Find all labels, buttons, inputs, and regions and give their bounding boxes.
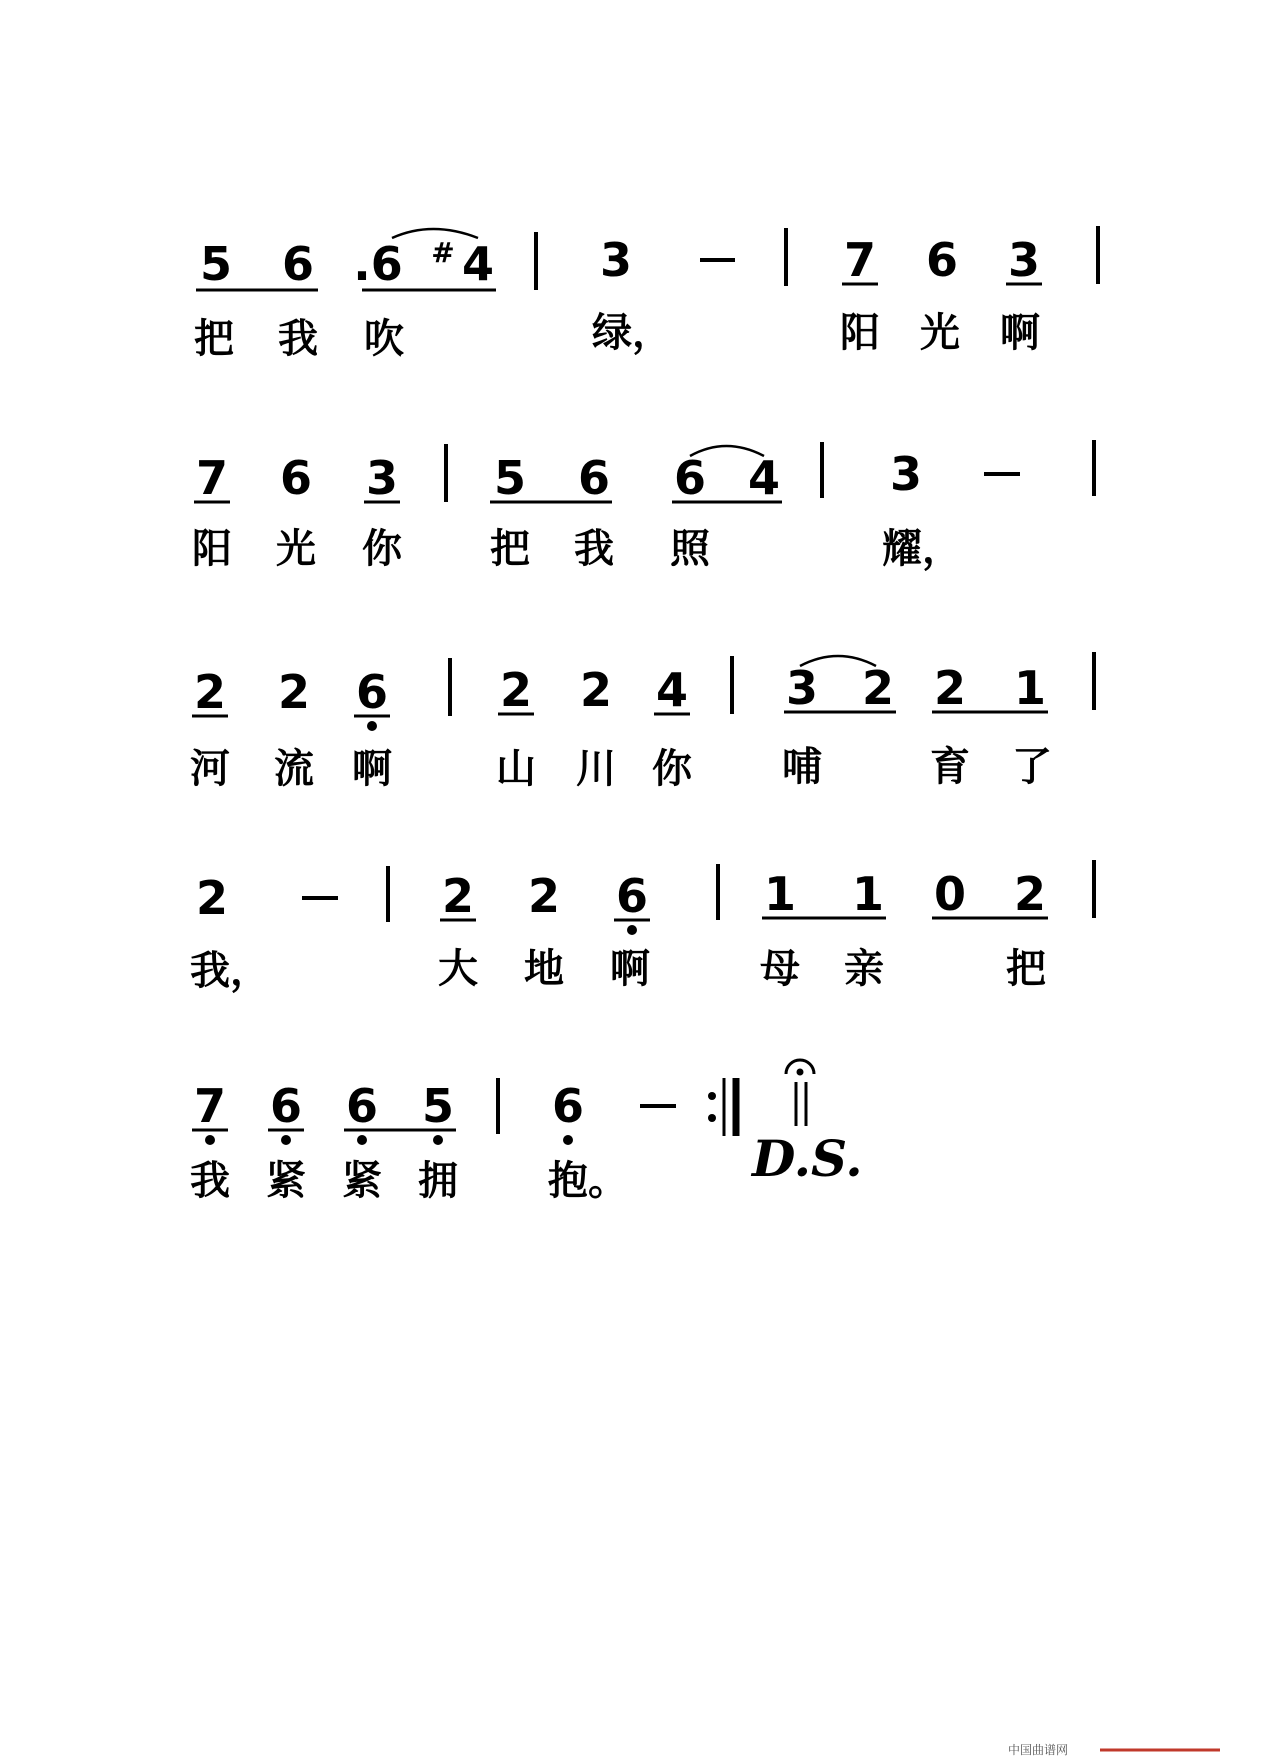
lyric: 光 [276, 525, 316, 572]
low-octave-dot [563, 1135, 573, 1145]
lyric: 育 [930, 743, 970, 790]
score-row-3 [190, 652, 1094, 792]
note: 2 [1013, 867, 1047, 921]
lyric: 啊 [352, 745, 392, 792]
note: 6 [673, 451, 707, 505]
note: 6 [355, 665, 389, 719]
lyric: 亲 [844, 945, 884, 992]
lyric: 你 [652, 745, 692, 792]
repeat-end-sign [708, 1078, 736, 1136]
lyric: 地 [524, 945, 564, 992]
note: 1 [1013, 661, 1047, 715]
lyric: 我 [190, 1157, 230, 1204]
note: 4 [461, 237, 495, 291]
lyric: 照 [670, 525, 710, 572]
low-octave-dot [627, 925, 637, 935]
note: .6 [353, 237, 403, 291]
lyric: 流 [274, 745, 314, 792]
note: 6 [551, 1079, 585, 1133]
lyric: 抱。 [548, 1157, 628, 1204]
low-octave-dot [205, 1135, 215, 1145]
score-row-4 [190, 860, 1094, 994]
lyric: 我， [190, 947, 270, 994]
note: 3 [1007, 233, 1041, 287]
repeat-dot [708, 1092, 716, 1100]
lyric: 拥 [418, 1157, 458, 1204]
note: 2 [195, 871, 229, 925]
note: 1 [763, 867, 797, 921]
note: 7 [843, 233, 877, 287]
lyric: 啊 [610, 945, 650, 992]
note: 6 [279, 451, 313, 505]
lyric: 我 [278, 315, 318, 362]
low-octave-dot [367, 721, 377, 731]
lyric: 把 [194, 315, 234, 362]
fermata-icon [786, 1060, 814, 1076]
lyric: 阳 [840, 309, 880, 356]
note: 3 [889, 447, 923, 501]
note: 2 [277, 665, 311, 719]
note: 3 [599, 233, 633, 287]
lyric: 啊 [1000, 309, 1040, 356]
lyric: 我 [574, 525, 614, 572]
note: 2 [527, 869, 561, 923]
note: 6 [345, 1079, 379, 1133]
repeat-dot [708, 1114, 716, 1122]
score-row-1 [194, 226, 1098, 362]
note: 7 [195, 451, 229, 505]
note: 2 [499, 663, 533, 717]
low-octave-dot [433, 1135, 443, 1145]
score-row-2 [192, 440, 1094, 572]
lyric: 阳 [192, 525, 232, 572]
lyric: 川 [576, 745, 616, 792]
note: 5 [493, 451, 527, 505]
note: 6 [615, 869, 649, 923]
note: 4 [747, 451, 781, 505]
note: 6 [925, 233, 959, 287]
lyric: 大 [438, 945, 478, 992]
note: 2 [933, 661, 967, 715]
lyric: 把 [1006, 945, 1046, 992]
note: 6 [269, 1079, 303, 1133]
sharp-accidental: # [431, 236, 455, 269]
dash-label: — [635, 1079, 681, 1133]
note: 2 [861, 661, 895, 715]
note: 6 [577, 451, 611, 505]
lyric: 你 [362, 525, 402, 572]
lyric: 绿， [592, 309, 672, 356]
footer-watermark: 中国曲谱网 [1008, 1743, 1069, 1757]
lyric: 了 [1012, 743, 1052, 790]
note: 3 [785, 661, 819, 715]
note: 2 [193, 665, 227, 719]
dash-label: — [692, 233, 738, 287]
note: 7 [193, 1079, 227, 1133]
lyric: 光 [920, 309, 960, 356]
note: 5 [199, 237, 233, 291]
lyric: 河 [190, 745, 230, 792]
dash-label: — [297, 871, 343, 925]
note: 1 [851, 867, 885, 921]
fermata-dot [797, 1069, 804, 1076]
lyric: 哺 [782, 743, 822, 790]
lyric: 山 [496, 745, 536, 792]
note: 2 [579, 663, 613, 717]
note: 5 [421, 1079, 455, 1133]
note: 6 [281, 237, 315, 291]
note: 0 [933, 867, 967, 921]
low-octave-dot [357, 1135, 367, 1145]
note: 3 [365, 451, 399, 505]
lyric: 紧 [266, 1157, 306, 1204]
dash-label: — [979, 447, 1025, 501]
lyric: 把 [490, 525, 530, 572]
lyric: 耀， [882, 525, 962, 572]
low-octave-dot [281, 1135, 291, 1145]
dal-segno-marking: D.S. [752, 1129, 863, 1188]
lyric: 紧 [342, 1157, 382, 1204]
lyric: 吹 [364, 315, 404, 362]
note: 2 [441, 869, 475, 923]
note: 4 [655, 663, 689, 717]
lyric: 母 [760, 945, 800, 992]
score-row-5 [190, 1060, 863, 1204]
